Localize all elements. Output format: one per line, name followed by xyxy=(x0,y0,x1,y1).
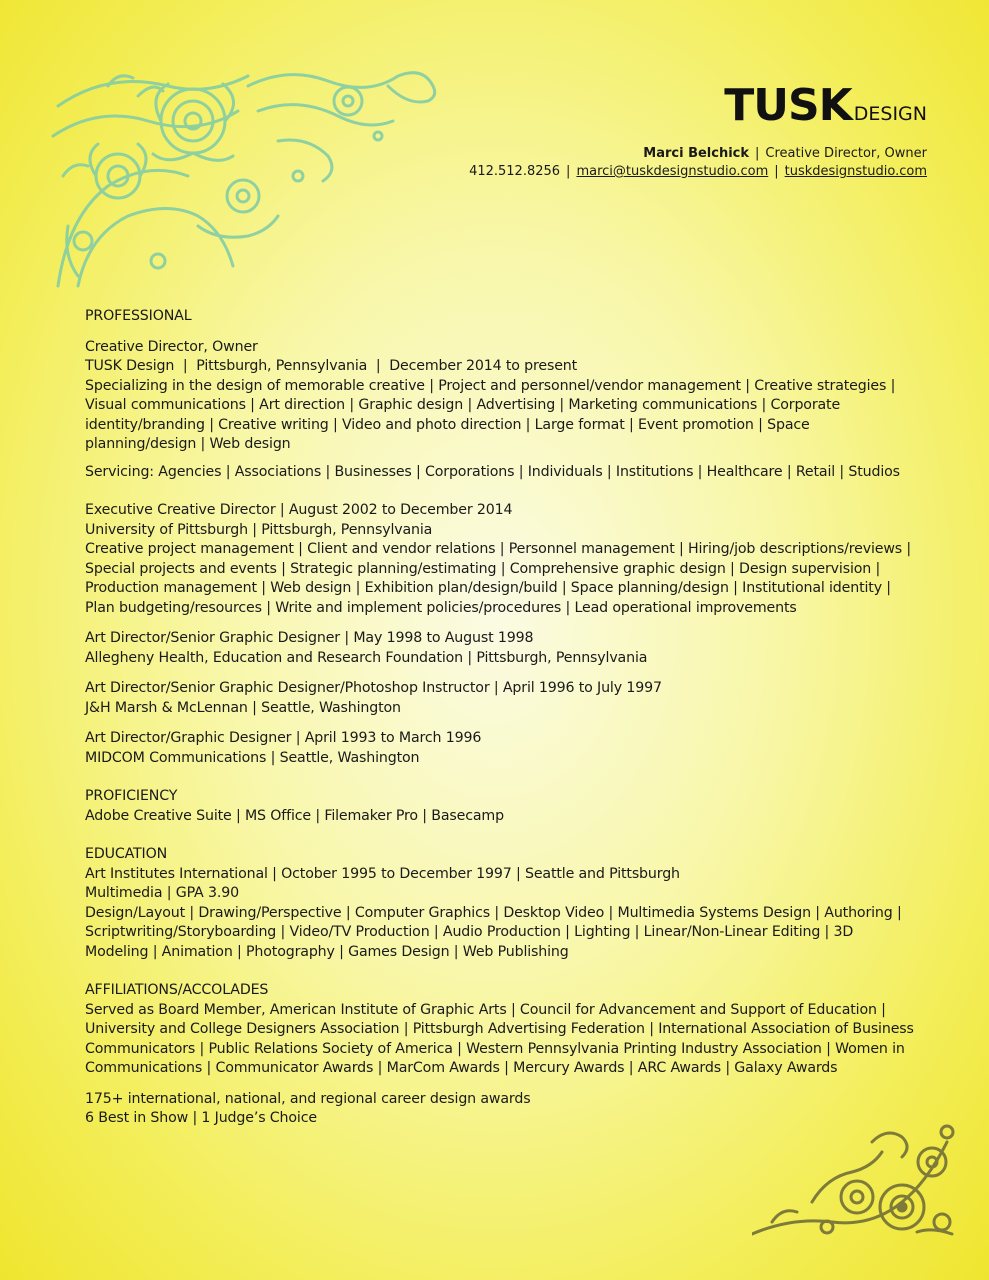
education-courses: Design/Layout | Drawing/Perspective | Computer Graphics | Desktop Video | Multimedia Systems Design | Authoring | Scriptwriting/Storyboarding | Video/TV Production | Audio Production | Lighting | Linear/Non-Linear Editing | 3D Modeling | Animation | Photography | Games Design | Web Publishing xyxy=(85,904,902,960)
job2-description: Creative project management | Client and vendor relations | Personnel management | Hiring/job descriptions/reviews | Special projects and events | Strategic planning/estimating | Comprehensive graphic design | Design supervision | Production management | Web design | Exhibition plan/design/build | Space planning/design | Institutional identity | Plan budgeting/resources | Write and implement policies/procedures | Lead operational improvements xyxy=(85,541,912,616)
contact-phone: 412.512.8256 xyxy=(469,164,561,179)
job2-title: Executive Creative Director | August 2002 to December 2014 xyxy=(85,502,513,518)
job2-org: University of Pittsburgh | Pittsburgh, Pennsylvania xyxy=(85,521,433,538)
job1-servicing: Servicing: Agencies | Associations | Businesses | Corporations | Individuals | Institutions | Healthcare | Retail | Studios xyxy=(85,463,900,480)
contact-name: Marci Belchick xyxy=(643,146,750,161)
job5-title: Art Director/Graphic Designer | April 1993 to March 1996 xyxy=(85,730,482,746)
section-heading-proficiency: PROFICIENCY xyxy=(85,788,178,804)
website-link[interactable]: tuskdesignstudio.com xyxy=(784,164,927,179)
job4-title: Art Director/Senior Graphic Designer/Photoshop Instructor | April 1996 to July 1997 xyxy=(85,680,662,696)
proficiency-text: Adobe Creative Suite | MS Office | Filemaker Pro | Basecamp xyxy=(85,807,504,824)
resume-body xyxy=(85,307,915,1129)
logo-main-text: TUSK xyxy=(724,80,852,131)
contact-block xyxy=(469,145,927,181)
section-heading-education: EDUCATION xyxy=(85,846,168,862)
floral-ornament-top-left xyxy=(48,66,438,291)
logo-sub-text: DESIGN xyxy=(853,103,927,125)
job1-org: TUSK Design | Pittsburgh, Pennsylvania | December 2014 to present xyxy=(85,358,578,374)
logo xyxy=(724,80,927,131)
contact-title: Creative Director, Owner xyxy=(765,146,927,161)
section-heading-affiliations: AFFILIATIONS/ACCOLADES xyxy=(85,982,269,998)
job1-description: Specializing in the design of memorable creative | Project and personnel/vendor management | Creative strategies | Visual communications | Art direction | Graphic design | Advertising | Marketing communications | Corporate identity/branding | Creative writing | Video and photo direction | Large format | Event promotion | Space planning/design | Web design xyxy=(85,377,896,452)
job3-title: Art Director/Senior Graphic Designer | May 1998 to August 1998 xyxy=(85,630,534,646)
separator: | xyxy=(566,164,571,179)
separator: | xyxy=(774,164,779,179)
job3-org: Allegheny Health, Education and Research Foundation | Pittsburgh, Pennsylvania xyxy=(85,649,648,666)
job4-org: J&H Marsh & McLennan | Seattle, Washington xyxy=(85,699,401,716)
affiliations-text: Served as Board Member, American Institute of Graphic Arts | Council for Advancement and Support of Education | University and College Designers Association | Pittsburgh Advertising Federation | International Association of Business Communicators | Public Relations Society of America | Western Pennsylvania Printing Industry Association | Women in Communications | Communicator Awards | MarCom Awards | Mercury Awards | ARC Awards | Galaxy Awards xyxy=(85,1001,914,1076)
best-in-show-text: 6 Best in Show | 1 Judge’s Choice xyxy=(85,1110,317,1126)
floral-ornament-bottom-right xyxy=(752,1122,957,1242)
email-link[interactable]: marci@tuskdesignstudio.com xyxy=(576,164,769,179)
section-heading-professional: PROFESSIONAL xyxy=(85,308,192,324)
separator: | xyxy=(755,146,760,161)
job1-title: Creative Director, Owner xyxy=(85,338,258,355)
job5-org: MIDCOM Communications | Seattle, Washington xyxy=(85,749,420,766)
education-degree: Multimedia | GPA 3.90 xyxy=(85,885,239,901)
education-school: Art Institutes International | October 1995 to December 1997 | Seattle and Pittsburgh xyxy=(85,865,680,882)
awards-text: 175+ international, national, and regional career design awards xyxy=(85,1090,531,1107)
